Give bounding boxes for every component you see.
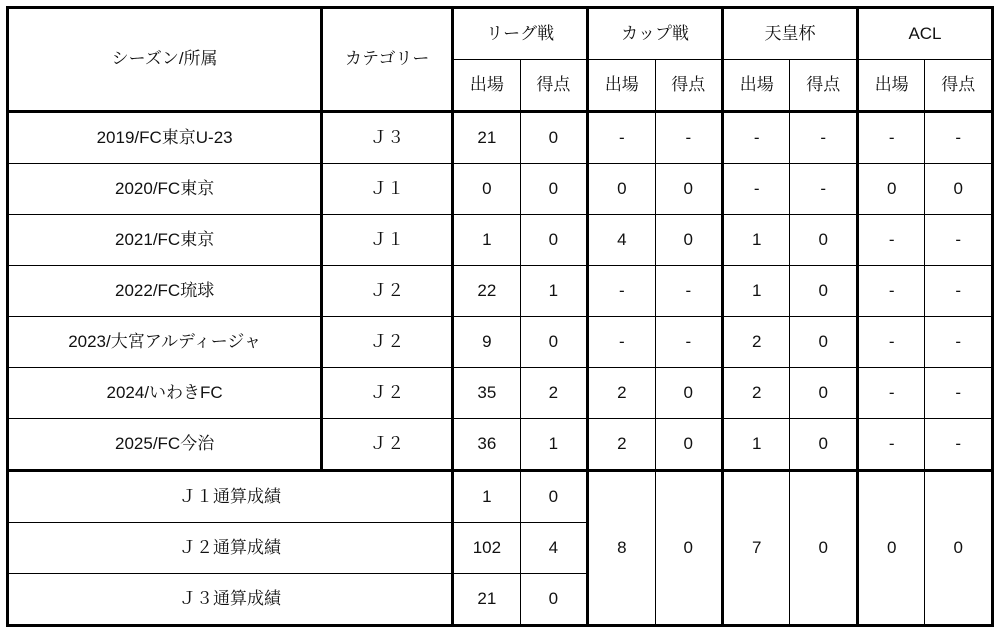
header-competition-cup: カップ戦 [588,8,723,60]
cell-league-goals: 0 [520,317,587,368]
header-acl-apps: 出場 [857,60,924,112]
header-season: シーズン/所属 [8,8,322,112]
table-row [8,164,993,215]
cell-category: Ｊ２ [322,419,453,471]
cell-league-goals: 0 [520,164,587,215]
table-row [8,112,993,164]
cell-emperors-cup-apps: 2 [723,368,790,419]
cell-emperors-cup-goals: - [790,112,857,164]
cell-season: 2022/FC琉球 [8,266,322,317]
cell-acl-goals: - [925,368,993,419]
cell-acl-apps: - [857,317,924,368]
table-header [8,8,993,112]
table-body [8,112,993,626]
table-row [8,266,993,317]
cell-cup-apps: 2 [588,368,655,419]
cell-season: 2021/FC東京 [8,215,322,266]
cell-league-apps: 35 [453,368,520,419]
cell-league-apps: 21 [453,112,520,164]
header-league-goals: 得点 [520,60,587,112]
header-competition-acl: ACL [857,8,992,60]
cell-cup-apps: - [588,112,655,164]
table-row [8,419,993,471]
cell-league-goals: 0 [520,112,587,164]
cell-emperors-cup-apps: 1 [723,215,790,266]
cell-emperors-cup-goals: 0 [790,266,857,317]
cell-emperors-cup-apps: - [723,112,790,164]
cell-emperors-cup-goals: 0 [790,419,857,471]
cell-cup-apps: 0 [588,164,655,215]
cell-acl-apps: - [857,215,924,266]
cell-emperors-cup-goals: 0 [790,317,857,368]
header-league-apps: 出場 [453,60,520,112]
cell-emperors-cup-goals: 0 [790,215,857,266]
cell-total-acl-apps: 0 [857,471,924,626]
table-row [8,215,993,266]
cell-emperors-cup-goals: 0 [790,368,857,419]
cell-season: 2024/いわきFC [8,368,322,419]
cell-league-apps: 22 [453,266,520,317]
cell-total-label: Ｊ２通算成績 [8,523,453,574]
cell-total-label: Ｊ１通算成績 [8,471,453,523]
cell-emperors-cup-apps: 2 [723,317,790,368]
header-row-competitions [8,8,993,60]
header-emperors-cup-apps: 出場 [723,60,790,112]
totals-row [8,471,993,523]
header-category: カテゴリー [322,8,453,112]
cell-cup-goals: 0 [655,368,722,419]
cell-acl-goals: - [925,266,993,317]
cell-total-league-goals: 4 [520,523,587,574]
cell-category: Ｊ１ [322,164,453,215]
cell-total-league-goals: 0 [520,471,587,523]
cell-total-cup-goals: 0 [655,471,722,626]
cell-acl-goals: - [925,112,993,164]
header-cup-apps: 出場 [588,60,655,112]
cell-total-league-apps: 102 [453,523,520,574]
cell-cup-goals: 0 [655,215,722,266]
header-emperors-cup-goals: 得点 [790,60,857,112]
cell-category: Ｊ１ [322,215,453,266]
cell-category: Ｊ２ [322,368,453,419]
cell-league-apps: 9 [453,317,520,368]
cell-league-goals: 1 [520,266,587,317]
cell-total-emperors-cup-apps: 7 [723,471,790,626]
cell-emperors-cup-apps: 1 [723,266,790,317]
header-competition-emperors-cup: 天皇杯 [723,8,858,60]
table-row [8,317,993,368]
header-competition-league: リーグ戦 [453,8,588,60]
cell-acl-apps: - [857,112,924,164]
header-acl-goals: 得点 [925,60,993,112]
cell-cup-goals: - [655,266,722,317]
cell-acl-goals: - [925,317,993,368]
cell-cup-goals: 0 [655,419,722,471]
cell-total-acl-goals: 0 [925,471,993,626]
cell-emperors-cup-goals: - [790,164,857,215]
cell-league-goals: 1 [520,419,587,471]
cell-league-apps: 1 [453,215,520,266]
cell-total-cup-apps: 8 [588,471,655,626]
cell-acl-apps: - [857,266,924,317]
header-cup-goals: 得点 [655,60,722,112]
cell-category: Ｊ３ [322,112,453,164]
table-row [8,368,993,419]
cell-total-league-apps: 1 [453,471,520,523]
cell-emperors-cup-apps: 1 [723,419,790,471]
cell-acl-goals: - [925,215,993,266]
cell-season: 2019/FC東京U-23 [8,112,322,164]
cell-acl-apps: - [857,368,924,419]
cell-category: Ｊ２ [322,266,453,317]
cell-emperors-cup-apps: - [723,164,790,215]
cell-acl-apps: - [857,419,924,471]
cell-league-apps: 0 [453,164,520,215]
cell-cup-apps: - [588,266,655,317]
cell-league-goals: 2 [520,368,587,419]
cell-cup-goals: - [655,112,722,164]
cell-cup-goals: 0 [655,164,722,215]
cell-total-emperors-cup-goals: 0 [790,471,857,626]
cell-season: 2025/FC今治 [8,419,322,471]
cell-total-league-goals: 0 [520,574,587,626]
career-stats-table [6,6,994,627]
cell-total-label: Ｊ３通算成績 [8,574,453,626]
cell-season: 2023/大宮アルディージャ [8,317,322,368]
cell-league-apps: 36 [453,419,520,471]
cell-cup-apps: - [588,317,655,368]
cell-acl-apps: 0 [857,164,924,215]
cell-cup-apps: 2 [588,419,655,471]
cell-cup-apps: 4 [588,215,655,266]
cell-total-league-apps: 21 [453,574,520,626]
cell-cup-goals: - [655,317,722,368]
cell-season: 2020/FC東京 [8,164,322,215]
cell-acl-goals: - [925,419,993,471]
cell-category: Ｊ２ [322,317,453,368]
cell-acl-goals: 0 [925,164,993,215]
cell-league-goals: 0 [520,215,587,266]
